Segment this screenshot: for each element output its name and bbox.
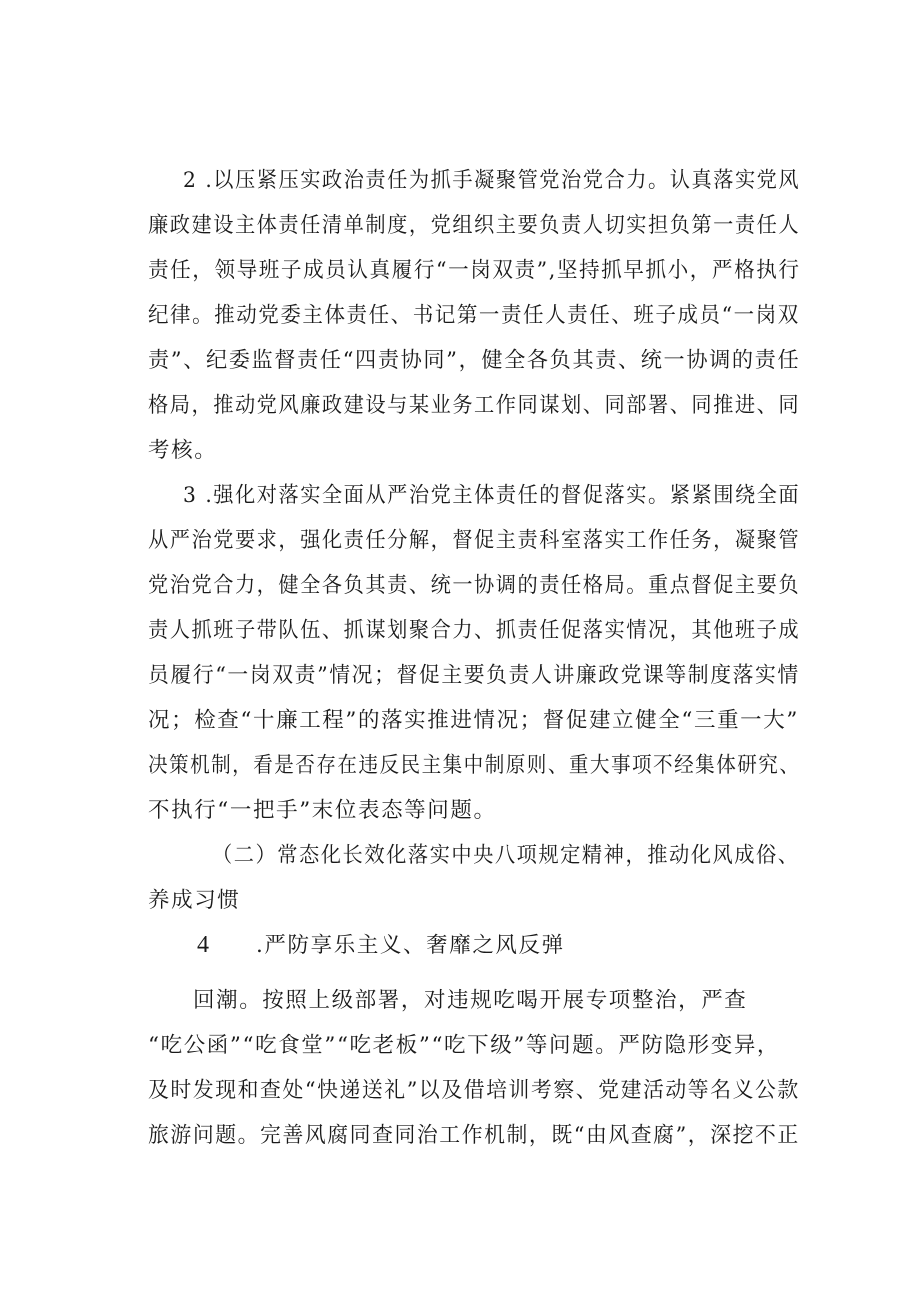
paragraph-4-line-4: 旅游问题。完善风腐同查同治工作机制，既“由风查腐”，深挖不正 xyxy=(148,1123,800,1148)
section-heading-line-2: 养成习惯 xyxy=(148,888,241,913)
paragraph-3-line-3: 党治党合力，健全各负其责、统一协调的责任格局。重点督促主要负 xyxy=(148,573,801,598)
paragraph-4-line-1: 回潮。按照上级部署，对违规吃喝开展专项整治，严查 xyxy=(193,988,748,1013)
paragraph-3-line-6: 况；检查“十廉工程”的落实推进情况；督促建立健全“三重一大” xyxy=(148,708,799,733)
section-heading-line-1: （二）常态化长效化落实中央八项规定精神，推动化风成俗、 xyxy=(212,843,800,868)
paragraph-3-line-7: 决策机制，看是否存在违反民主集中制原则、重大事项不经集体研究、 xyxy=(148,753,801,778)
paragraph-3-line-1: 3 .强化对落实全面从严治党主体责任的督促落实。紧紧围绕全面 xyxy=(183,483,801,508)
paragraph-2-line-6: 格局，推动党风廉政建设与某业务工作同谋划、同部署、同推进、同 xyxy=(148,393,801,418)
paragraph-2-line-5: 责”、纪委监督责任“四责协同”，健全各负其责、统一协调的责任 xyxy=(148,348,801,373)
paragraph-4-line-2: “吃公函”“吃食堂”“吃老板”“吃下级”等问题。严防隐形变异， xyxy=(148,1033,781,1058)
item-4-title: .严防享乐主义、奢靡之风反弹 xyxy=(256,933,565,958)
paragraph-2-line-7: 考核。 xyxy=(148,438,218,463)
paragraph-2-line-4: 纪律。推动党委主体责任、书记第一责任人责任、班子成员“一岗双 xyxy=(148,303,800,328)
item-4-number: 4 xyxy=(197,932,211,958)
paragraph-3-line-4: 责人抓班子带队伍、抓谋划聚合力、抓责任促落实情况，其他班子成 xyxy=(148,618,801,643)
paragraph-2-line-3: 责任，领导班子成员认真履行“一岗双责”,坚持抓早抓小，严格执行 xyxy=(148,258,801,283)
paragraph-4-line-3: 及时发现和查处“快递送礼”以及借培训考察、党建活动等名义公款 xyxy=(148,1078,800,1103)
paragraph-3-line-5: 员履行“一岗双责”情况；督促主要负责人讲廉政党课等制度落实情 xyxy=(148,663,800,688)
paragraph-3-line-8: 不执行“一把手”末位表态等问题。 xyxy=(148,798,497,823)
paragraph-2-line-2: 廉政建设主体责任清单制度，党组织主要负责人切实担负第一责任人 xyxy=(148,213,801,238)
paragraph-3-line-2: 从严治党要求，强化责任分解，督促主责科室落实工作任务，凝聚管 xyxy=(148,528,801,553)
paragraph-2-line-1: 2 .以压紧压实政治责任为抓手凝聚管党治党合力。认真落实党风 xyxy=(183,168,801,193)
